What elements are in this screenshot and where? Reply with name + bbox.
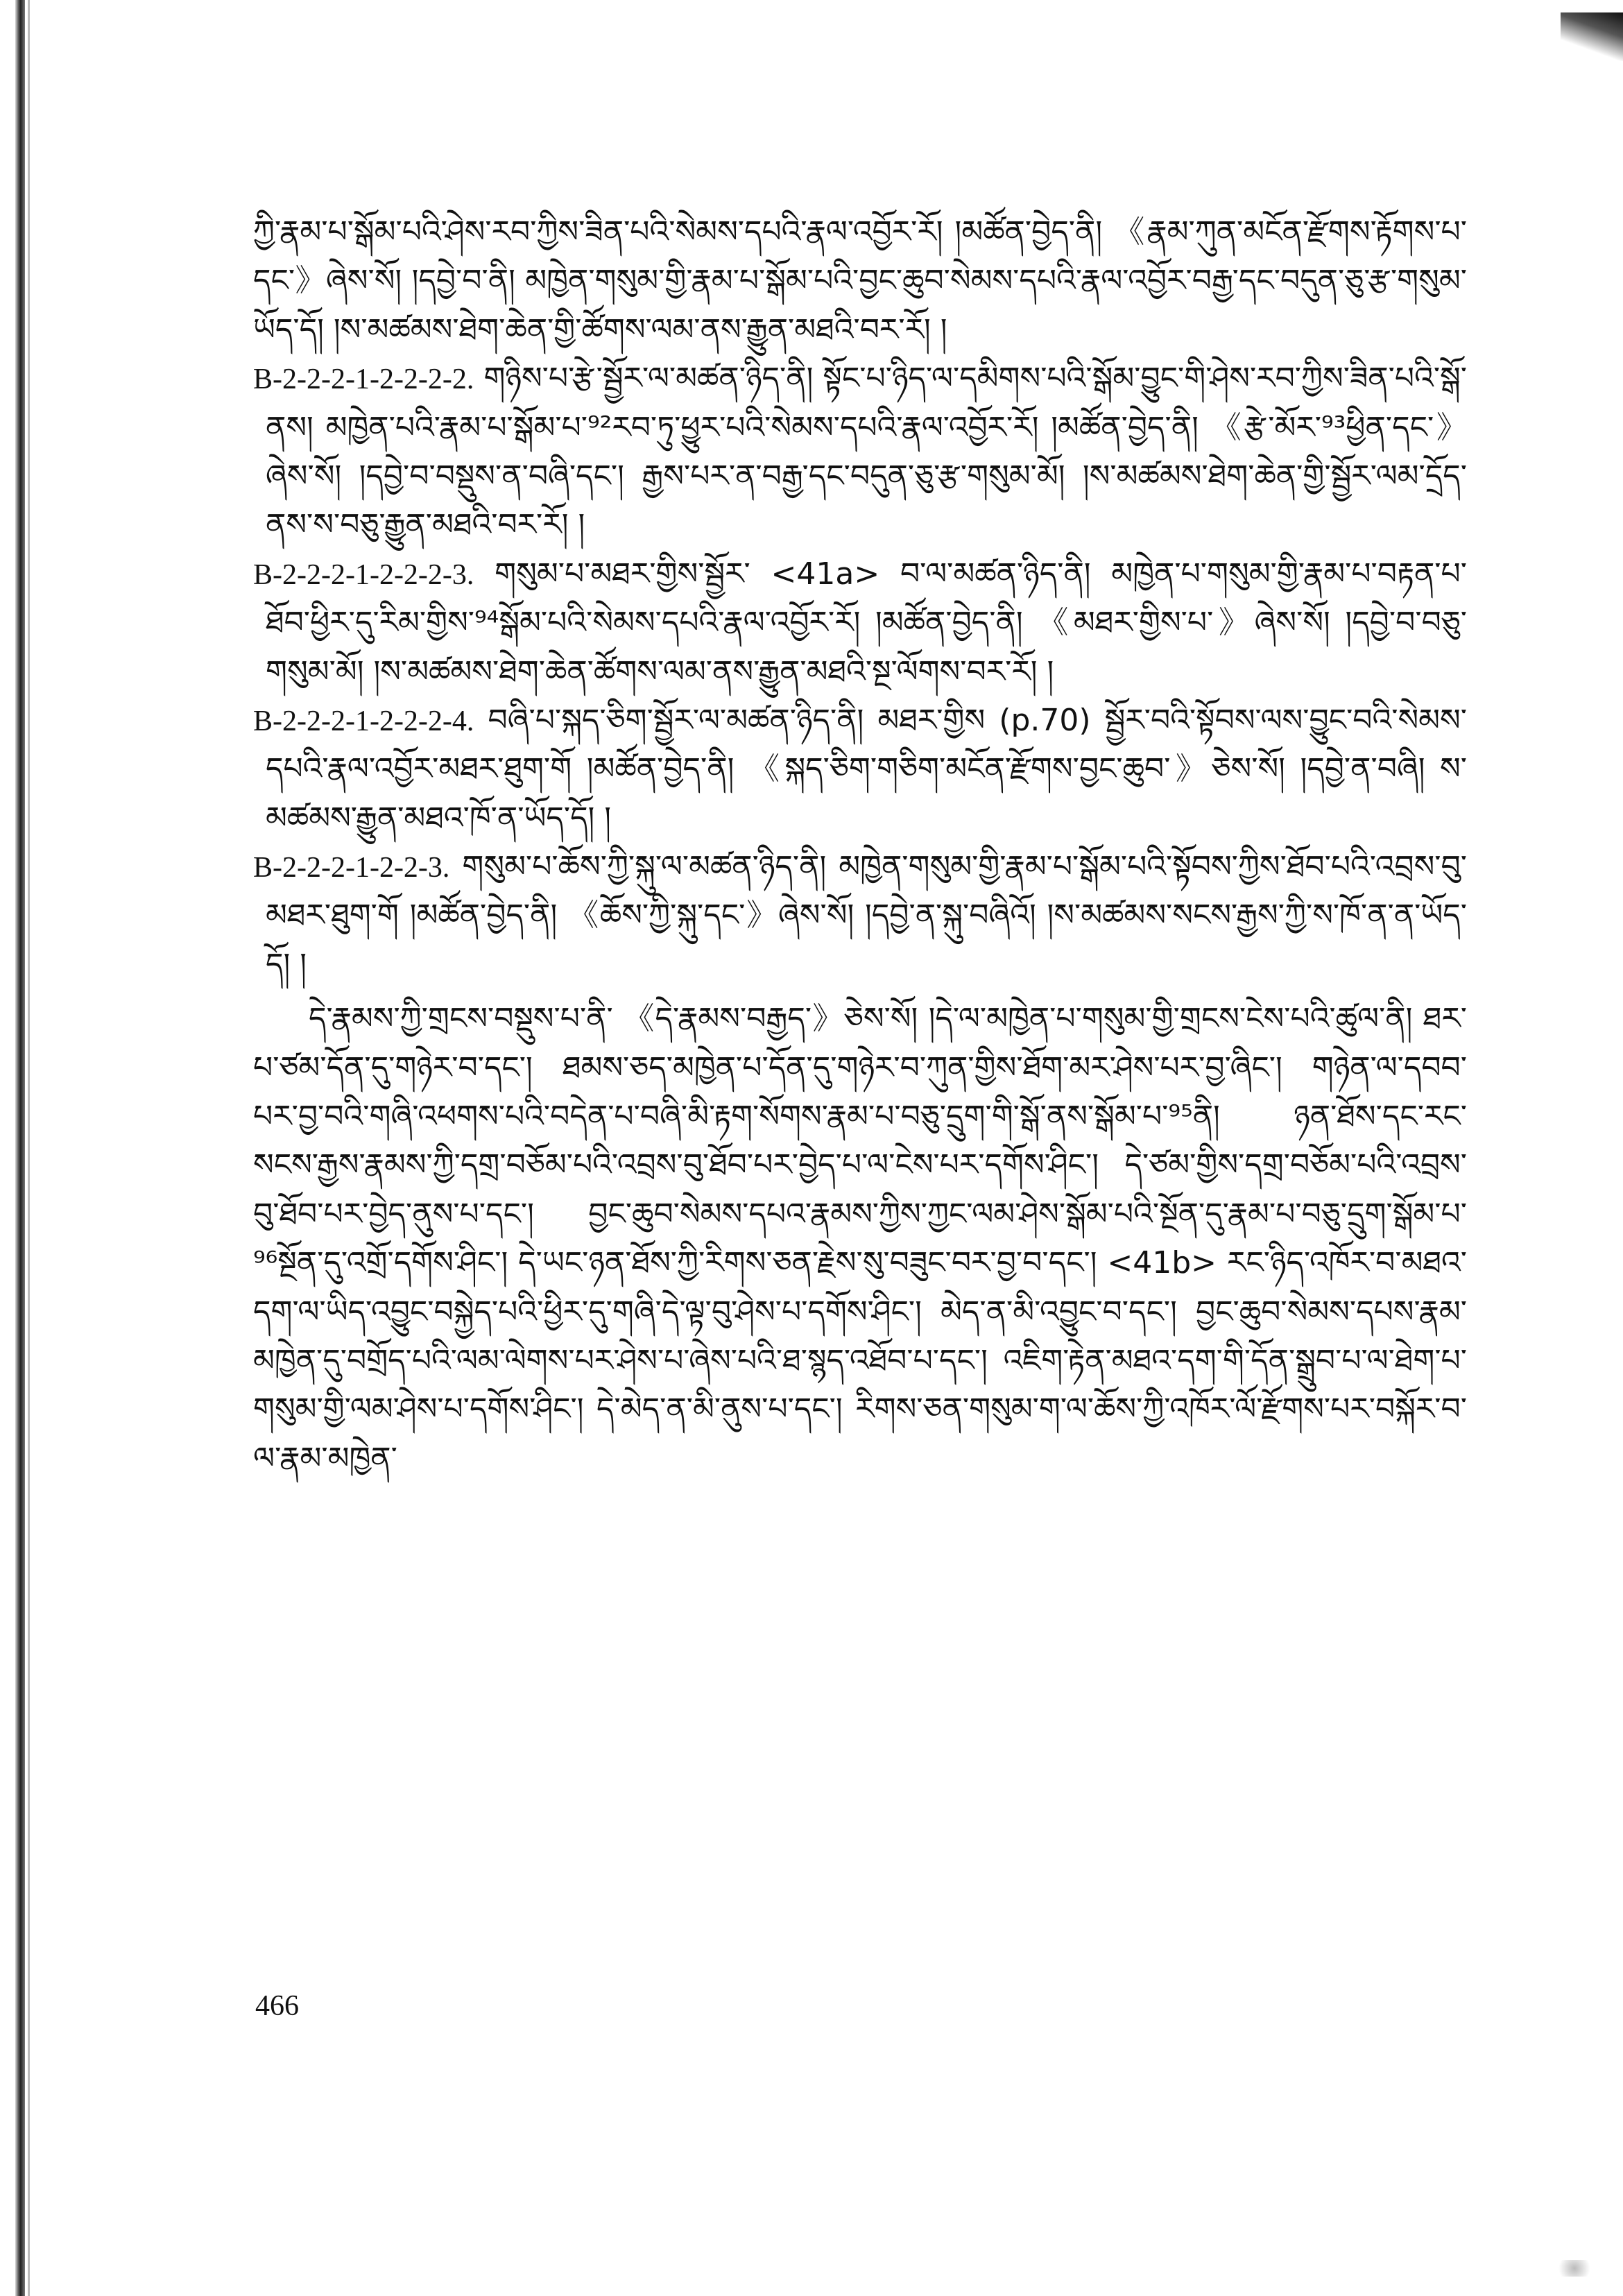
paragraph-text: གསུམ་པ་མཐར་གྱིས་སྦྱོར་ <41a> བ་ལ་མཚན་ཉིད་ནི། མཁྱེན་པ་གསུམ་གྱི་རྣམ་པ་བརྟན་པ་ཐོབ་ཕྱིར་དུ་རིམ་གྱིས་⁹⁴སྒོམ་པའི་སེམས་དཔའི་རྣལ་འབྱོར་རོ། །མཚོན་བྱེད་ནི། 《མཐར་གྱིས་པ་》ཞེས་སོ། །དབྱེ་བ་བཅུ་གསུམ་མོ། །ས་མཚམས་ཐེག་ཆེན་ཚོགས་ལམ་ནས་རྒྱུན་མཐའི་སྔ་ལོགས་བར་རོ། ། <box>266 556 1467 689</box>
scan-edge <box>15 0 25 2296</box>
scan-edge-line <box>28 0 30 2296</box>
section-number: B-2-2-2-1-2-2-2-3. <box>253 558 474 591</box>
scan-speck <box>1554 2260 1595 2277</box>
paragraph-text: གསུམ་པ་ཆོས་ཀྱི་སྐུ་ལ་མཚན་ཉིད་ནི། མཁྱེན་གསུམ་གྱི་རྣམ་པ་སྒོམ་པའི་སྟོབས་ཀྱིས་ཐོབ་པའི་འབྲས་བུ་མཐར་ཐུག་གོ །མཚོན་བྱེད་ནི། 《ཆོས་ཀྱི་སྐུ་དང་》ཞེས་སོ། །དབྱེ་ན་སྐུ་བཞིའོ། །ས་མཚམས་སངས་རྒྱས་ཀྱི་ས་ཁོ་ན་ན་ཡོད་དོ། ། <box>266 849 1467 982</box>
paragraph-text: གཉིས་པ་རྩེ་སྦྱོར་ལ་མཚན་ཉིད་ནི། སྟོང་པ་ཉིད་ལ་དམིགས་པའི་སྒོམ་བྱུང་གི་ཤེས་རབ་ཀྱིས་ཟིན་པའི་སྒོ་ནས། མཁྱེན་པའི་རྣམ་པ་སྒོམ་པ་⁹²རབ་ཏུ་ཕྱུར་པའི་སེམས་དཔའི་རྣལ་འབྱོར་རོ། །མཚོན་བྱེད་ནི། 《རྩེ་མོར་⁹³ཕྱིན་དང་》ཞེས་སོ། །དབྱེ་བ་བསྡུས་ན་བཞི་དང་། རྒྱས་པར་ན་བརྒྱ་དང་བདུན་ཅུ་རྩ་གསུམ་མོ། །ས་མཚམས་ཐེག་ཆེན་གྱི་སྦྱོར་ལམ་དྲོད་ནས་ས་བཅུ་རྒྱུན་མཐའི་བར་རོ། ། <box>266 361 1467 543</box>
paragraph-text: ཀྱི་རྣམ་པ་སྒོམ་པའི་ཤེས་རབ་ཀྱིས་ཟིན་པའི་སེམས་དཔའི་རྣལ་འབྱོར་རོ། །མཚོན་བྱེད་ནི། 《རྣམ་ཀུན་མངོན་རྫོགས་རྟོགས་པ་དང་》ཞེས་སོ། །དབྱེ་བ་ནི། མཁྱེན་གསུམ་གྱི་རྣམ་པ་སྒོམ་པའི་བྱང་ཆུབ་སེམས་དཔའི་རྣལ་འབྱོར་བརྒྱ་དང་བདུན་ཅུ་རྩ་གསུམ་ཡོད་དོ། །ས་མཚམས་ཐེག་ཆེན་གྱི་ཚོགས་ལམ་ནས་རྒྱུན་མཐའི་བར་རོ། ། <box>253 214 1467 348</box>
paragraph-body <box>253 995 1467 1483</box>
section-2-2-2-2 <box>253 354 1467 550</box>
section-2-2-2-3 <box>253 550 1467 696</box>
section-number: B-2-2-2-1-2-2-2-2. <box>253 363 474 396</box>
page-number: 466 <box>255 1990 299 2022</box>
section-number: B-2-2-2-1-2-2-3. <box>253 852 450 884</box>
scan-corner-mark <box>1561 12 1623 61</box>
section-2-2-2-4 <box>253 696 1467 843</box>
section-2-2-3 <box>253 843 1467 989</box>
section-number: B-2-2-2-1-2-2-2-4. <box>253 705 474 737</box>
paragraph-continuation <box>253 208 1467 354</box>
paragraph-text: བཞི་པ་སྐད་ཅིག་སྦྱོར་ལ་མཚན་ཉིད་ནི། མཐར་གྱིས (p.70) སྦྱོར་བའི་སྟོབས་ལས་བྱུང་བའི་སེམས་དཔའི་རྣལ་འབྱོར་མཐར་ཐུག་གོ །མཚོན་བྱེད་ནི། 《སྐད་ཅིག་གཅིག་མངོན་རྫོགས་བྱང་ཆུབ་》ཅེས་སོ། །དབྱེ་ན་བཞི། ས་མཚམས་རྒྱུན་མཐའ་ཁོ་ན་ཡོད་དོ། ། <box>266 702 1467 836</box>
paragraph-text: དེ་རྣམས་ཀྱི་གྲངས་བསྡུས་པ་ནི་ 《དེ་རྣམས་བརྒྱད་》ཅེས་སོ། །དེ་ལ་མཁྱེན་པ་གསུམ་གྱི་གྲངས་ངེས་པའི་ཚུལ་ནི། ཐར་པ་ཙམ་དོན་དུ་གཉེར་བ་དང་། ཐམས་ཅད་མཁྱེན་པ་དོན་དུ་གཉེར་བ་ཀུན་གྱིས་ཐོག་མར་ཤེས་པར་བྱ་ཞིང་། གཉེན་ལ་དབབ་པར་བྱ་བའི་གཞི་འཕགས་པའི་བདེན་པ་བཞི་མི་རྟག་སོགས་རྣམ་པ་བཅུ་དྲུག་གི་སྒོ་ནས་སྒོམ་པ་⁹⁵ནི། ཉན་ཐོས་དང་རང་སངས་རྒྱས་རྣམས་ཀྱི་དགྲ་བཅོམ་པའི་འབྲས་བུ་ཐོབ་པར་བྱེད་པ་ལ་ངེས་པར་དགོས་ཤིང་། དེ་ཙམ་གྱིས་དགྲ་བཅོམ་པའི་འབྲས་བུ་ཐོབ་པར་བྱེད་ནུས་པ་དང་། བྱང་ཆུབ་སེམས་དཔའ་རྣམས་ཀྱིས་ཀྱང་ལམ་ཤེས་སྒོམ་པའི་སྔོན་དུ་རྣམ་པ་བཅུ་དྲུག་སྒོམ་པ་⁹⁶སྔོན་དུ་འགྲོ་དགོས་ཤིང་། དེ་ཡང་ཉན་ཐོས་ཀྱི་རིགས་ཅན་རྗེས་སུ་བཟུང་བར་བྱ་བ་དང་། <41b> རང་ཉིད་འཁོར་བ་མཐའ་དག་ལ་ཡིད་འབྱུང་བསྐྱེད་པའི་ཕྱིར་དུ་གཞི་དེ་ལྟ་བུ་ཤེས་པ་དགོས་ཤིང་། མེད་ན་མི་འབྱུང་བ་དང་། བྱང་ཆུབ་སེམས་དཔས་རྣམ་མཁྱེན་དུ་བགྲོད་པའི་ལམ་ལེགས་པར་ཤེས་པ་ཞེས་པའི་ཐ་སྙད་འཐོབ་པ་དང་། འཇིག་རྟེན་མཐའ་དག་གི་དོན་སྒྲུབ་པ་ལ་ཐེག་པ་གསུམ་གྱི་ལམ་ཤེས་པ་དགོས་ཤིང་། དེ་མེད་ན་མི་ནུས་པ་དང་། རིགས་ཅན་གསུམ་ག་ལ་ཆོས་ཀྱི་འཁོར་ལོ་རྫོགས་པར་བསྐོར་བ་ལ་རྣམ་མཁྱེན་ <box>253 1001 1467 1476</box>
page-body <box>253 208 1467 1483</box>
